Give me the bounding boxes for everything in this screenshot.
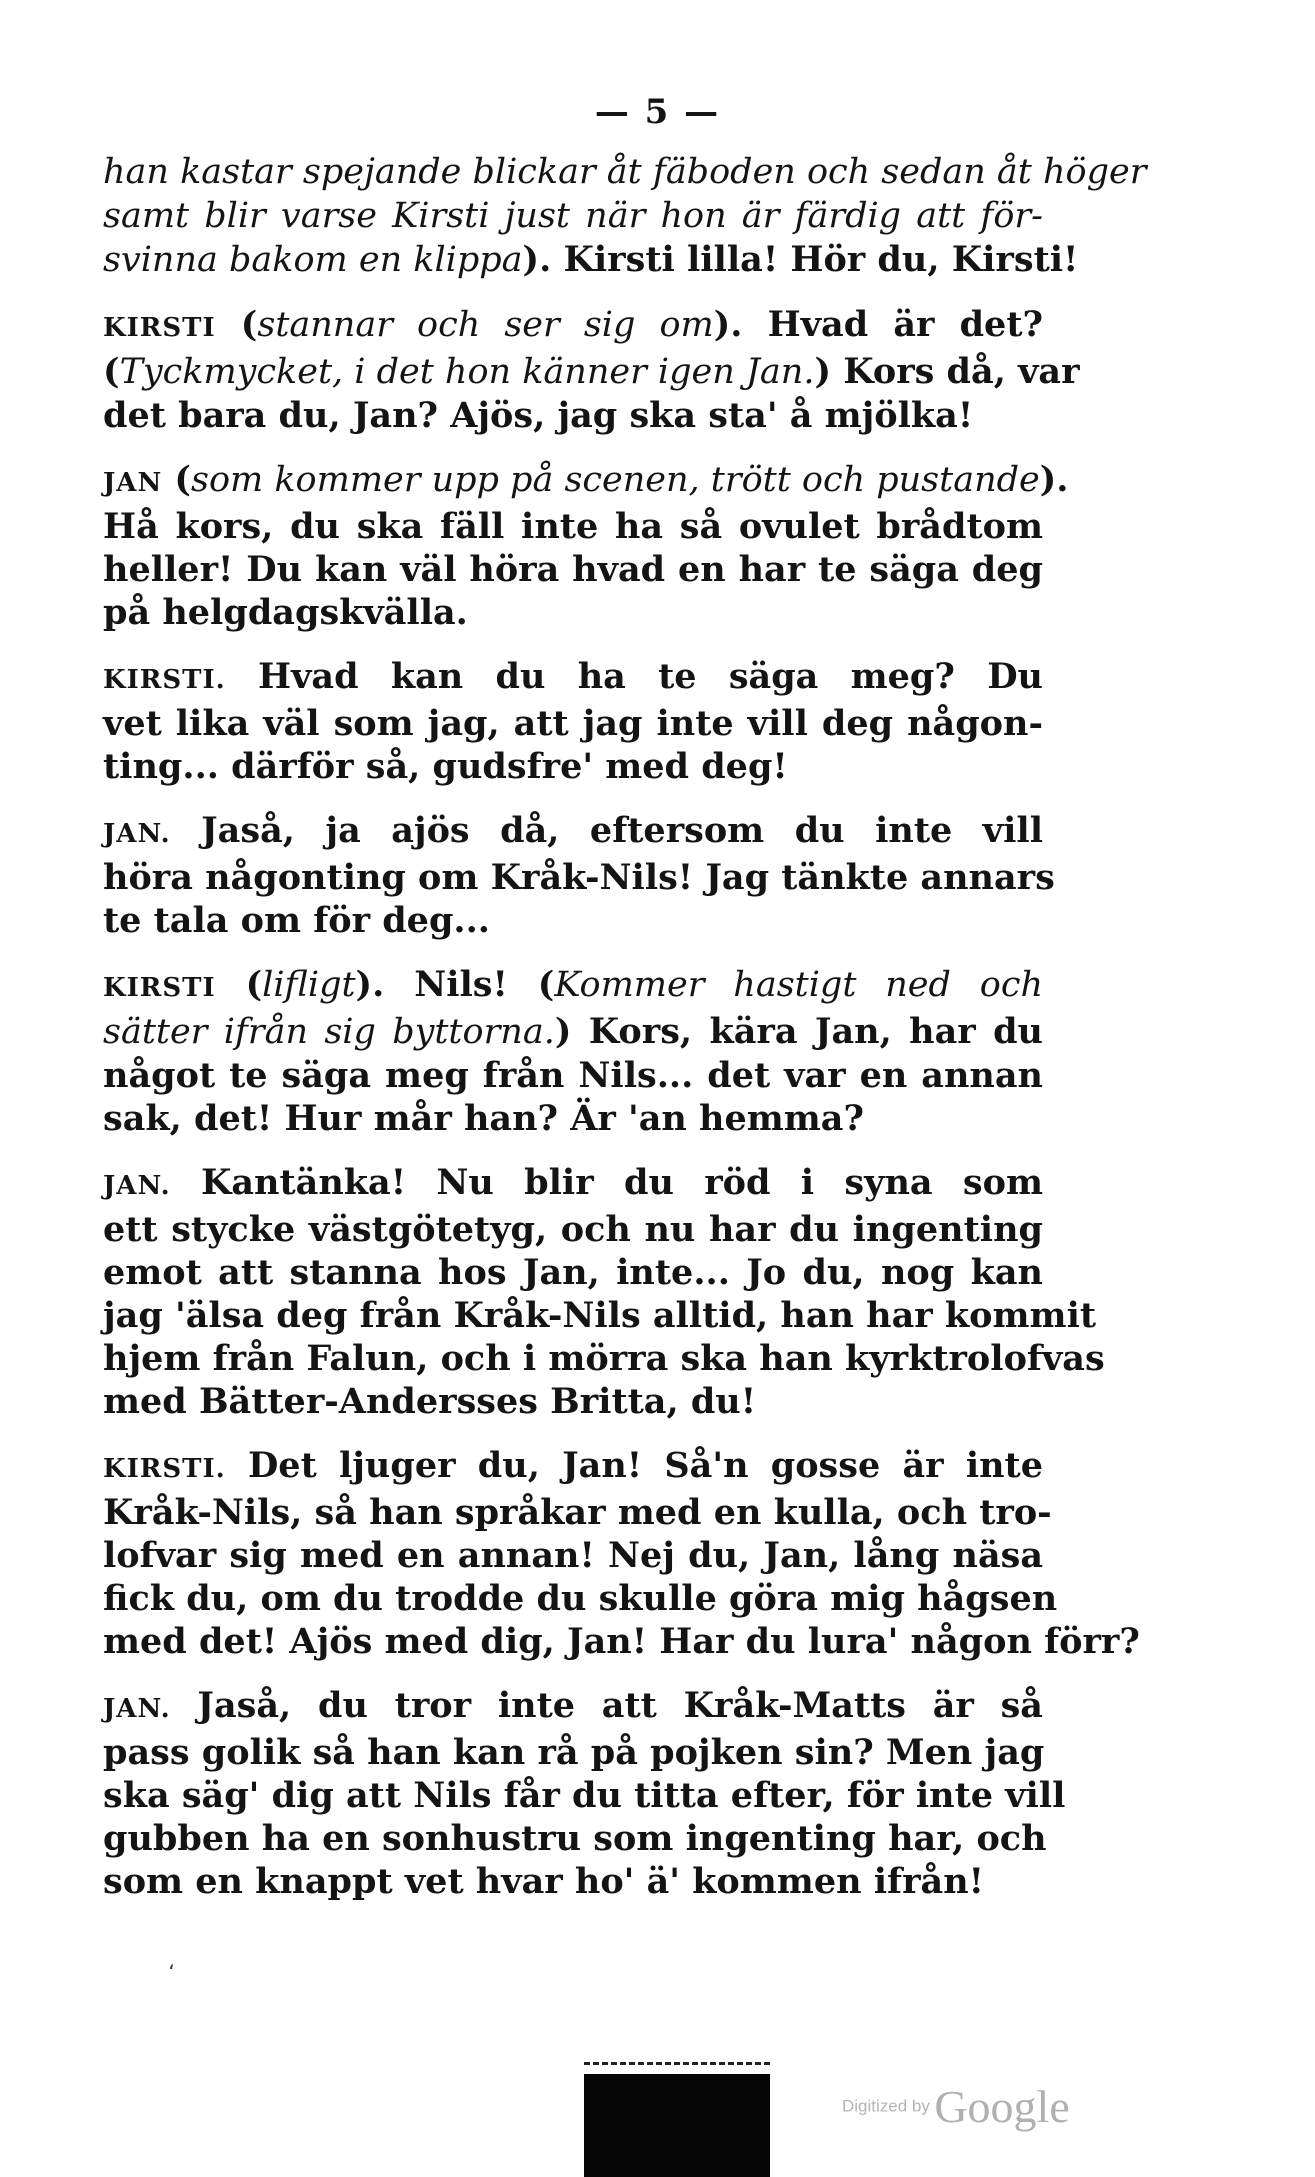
text-line	[103, 745, 1043, 788]
text-line	[103, 1620, 1140, 1663]
paragraph	[103, 150, 1147, 282]
dialogue-text: Kråk-Nils, så han språkar med en kulla, och tro-	[103, 1492, 1052, 1533]
dialogue-text: ska säg' dig att Nils får du titta efter, för inte vill	[103, 1775, 1066, 1816]
dialogue-text: Hå kors, du ska fäll inte ha så ovulet brådtom	[103, 506, 1043, 547]
paragraph	[103, 303, 1080, 437]
text-line	[103, 458, 1069, 505]
stage-direction: svinna bakom en klippa	[103, 240, 523, 280]
dialogue-text: med Bätter-Andersses Britta, du!	[103, 1381, 757, 1422]
text-line	[103, 1097, 1043, 1140]
text-line	[103, 1577, 1058, 1620]
stage-direction: lifligt	[262, 965, 356, 1005]
digitized-watermark	[842, 2080, 1070, 2133]
speaker-name: KIRSTI	[103, 973, 216, 1003]
dialogue-text: jag 'älsa deg från Kråk-Nils alltid, han har kommit	[103, 1295, 1097, 1336]
page-number: — 5 —	[594, 92, 721, 132]
text-line	[103, 1684, 1043, 1731]
text-line	[103, 150, 1147, 194]
stage-direction: sätter ifrån sig byttorna.	[103, 1012, 555, 1052]
paragraph	[103, 963, 1043, 1140]
dialogue-text: (	[162, 459, 191, 500]
text-line	[103, 1380, 1043, 1423]
stage-direction: samt blir varse Kirsti just när hon är färdig att för-	[103, 196, 1043, 236]
text-line	[103, 1251, 1043, 1294]
text-line	[103, 1731, 1043, 1774]
paragraph	[103, 1684, 1066, 1903]
dialogue-text: vet lika väl som jag, att jag inte vill deg någon-	[103, 703, 1043, 744]
text-line	[103, 1817, 1047, 1860]
text-line	[103, 1294, 1097, 1337]
text-line	[103, 1491, 1052, 1534]
text-line	[103, 1161, 1043, 1208]
dialogue-text: sak, det! Hur mår han? Är 'an hemma?	[103, 1098, 864, 1139]
play-text	[103, 150, 1147, 1924]
stage-direction: stannar och ser sig om	[257, 305, 714, 345]
dialogue-text: (	[215, 964, 263, 1005]
text-line	[103, 194, 1043, 238]
dialogue-text: något te säga meg från Nils... det var en annan	[103, 1055, 1043, 1096]
dialogue-text: (	[215, 304, 258, 345]
text-line	[103, 548, 1043, 591]
dialogue-text: te tala om för deg...	[103, 900, 490, 941]
speaker-name: JAN.	[103, 819, 171, 849]
dialogue-text: pass golik så han kan rå på pojken sin? Men jag	[103, 1732, 1045, 1773]
text-line	[103, 655, 1043, 702]
dialogue-text: fick du, om du trodde du skulle göra mig hågsen	[103, 1578, 1058, 1619]
text-line	[103, 1774, 1066, 1817]
speaker-name: JAN.	[103, 1171, 171, 1201]
stage-direction: han kastar spejande blickar åt fäboden och sedan åt höger	[103, 152, 1147, 192]
text-line	[103, 702, 1043, 745]
dialogue-text: höra någonting om Kråk-Nils! Jag tänkte annars	[103, 857, 1055, 898]
speaker-name: KIRSTI.	[103, 1454, 226, 1484]
text-line	[103, 238, 1079, 282]
text-line	[103, 809, 1043, 856]
dialogue-text: lofvar sig med en annan! Nej du, Jan, lång näsa	[103, 1535, 1043, 1576]
speaker-name: JAN	[103, 468, 163, 498]
stage-direction: Tyckmycket, i det hon känner igen Jan.	[119, 352, 815, 392]
dialogue-text: Kantänka! Nu blir du röd i syna som	[170, 1162, 1043, 1203]
text-line	[103, 591, 1043, 634]
speaker-name: KIRSTI	[103, 313, 216, 343]
dialogue-text: gubben ha en sonhustru som ingenting har, och	[103, 1818, 1047, 1859]
dialogue-text: Hvad kan du ha te säga meg? Du	[225, 656, 1043, 697]
google-logo: Google	[934, 2081, 1070, 2132]
text-line	[103, 350, 1080, 394]
dialogue-text: ) Kors, kära Jan, har du	[554, 1011, 1043, 1052]
dialogue-text: ) Kors då, var	[814, 351, 1080, 392]
watermark-prefix: Digitized by	[842, 2096, 930, 2116]
text-line	[103, 303, 1043, 350]
dialogue-text: det bara du, Jan? Ajös, jag ska sta' å mjölka!	[103, 395, 974, 436]
text-line	[103, 1208, 1043, 1251]
paragraph	[103, 1161, 1105, 1423]
scan-artifact-bar	[584, 2074, 770, 2177]
stray-ink-mark: ،	[168, 1950, 175, 1974]
dialogue-text: ). Nils! (	[355, 964, 555, 1005]
speaker-name: KIRSTI.	[103, 665, 226, 695]
text-line	[103, 856, 1055, 899]
scan-edge-dashes	[584, 2062, 770, 2073]
dialogue-text: Det ljuger du, Jan! Så'n gosse är inte	[225, 1445, 1043, 1486]
dialogue-text: ). Hvad är det?	[713, 304, 1044, 345]
dialogue-text: som en knappt vet hvar ho' ä' kommen ifrån!	[103, 1861, 984, 1902]
speaker-name: JAN.	[103, 1694, 171, 1724]
paragraph	[103, 655, 1043, 788]
dialogue-text: på helgdagskvälla.	[103, 592, 468, 633]
dialogue-text: Jaså, ja ajös då, eftersom du inte vill	[170, 810, 1043, 851]
paragraph	[103, 458, 1069, 634]
text-line	[103, 394, 1043, 437]
dialogue-text: hjem från Falun, och i mörra ska han kyrktrolofvas	[103, 1338, 1105, 1379]
dialogue-text: ). Kirsti lilla! Hör du, Kirsti!	[522, 239, 1079, 280]
stage-direction: som kommer upp på scenen, trött och pustande	[191, 460, 1040, 500]
paragraph	[103, 1444, 1140, 1663]
dialogue-text: emot att stanna hos Jan, inte... Jo du, nog kan	[103, 1252, 1043, 1293]
dialogue-text: Jaså, du tror inte att Kråk-Matts är så	[170, 1685, 1043, 1726]
dialogue-text: (	[103, 351, 120, 392]
text-line	[103, 1860, 1043, 1903]
text-line	[103, 505, 1043, 548]
text-line	[103, 1010, 1043, 1054]
dialogue-text: ).	[1039, 459, 1069, 500]
paragraph	[103, 809, 1055, 942]
stage-direction: Kommer hastigt ned och	[554, 965, 1043, 1005]
text-line	[103, 1337, 1105, 1380]
text-line	[103, 963, 1043, 1010]
dialogue-text: ting... därför så, gudsfre' med deg!	[103, 746, 788, 787]
dialogue-text: heller! Du kan väl höra hvad en har te säga deg	[103, 549, 1043, 590]
text-line	[103, 1054, 1043, 1097]
text-line	[103, 1534, 1043, 1577]
text-line	[103, 1444, 1043, 1491]
dialogue-text: ett stycke västgötetyg, och nu har du ingenting	[103, 1209, 1043, 1250]
dialogue-text: med det! Ajös med dig, Jan! Har du lura' någon förr?	[103, 1621, 1140, 1662]
text-line	[103, 899, 1043, 942]
